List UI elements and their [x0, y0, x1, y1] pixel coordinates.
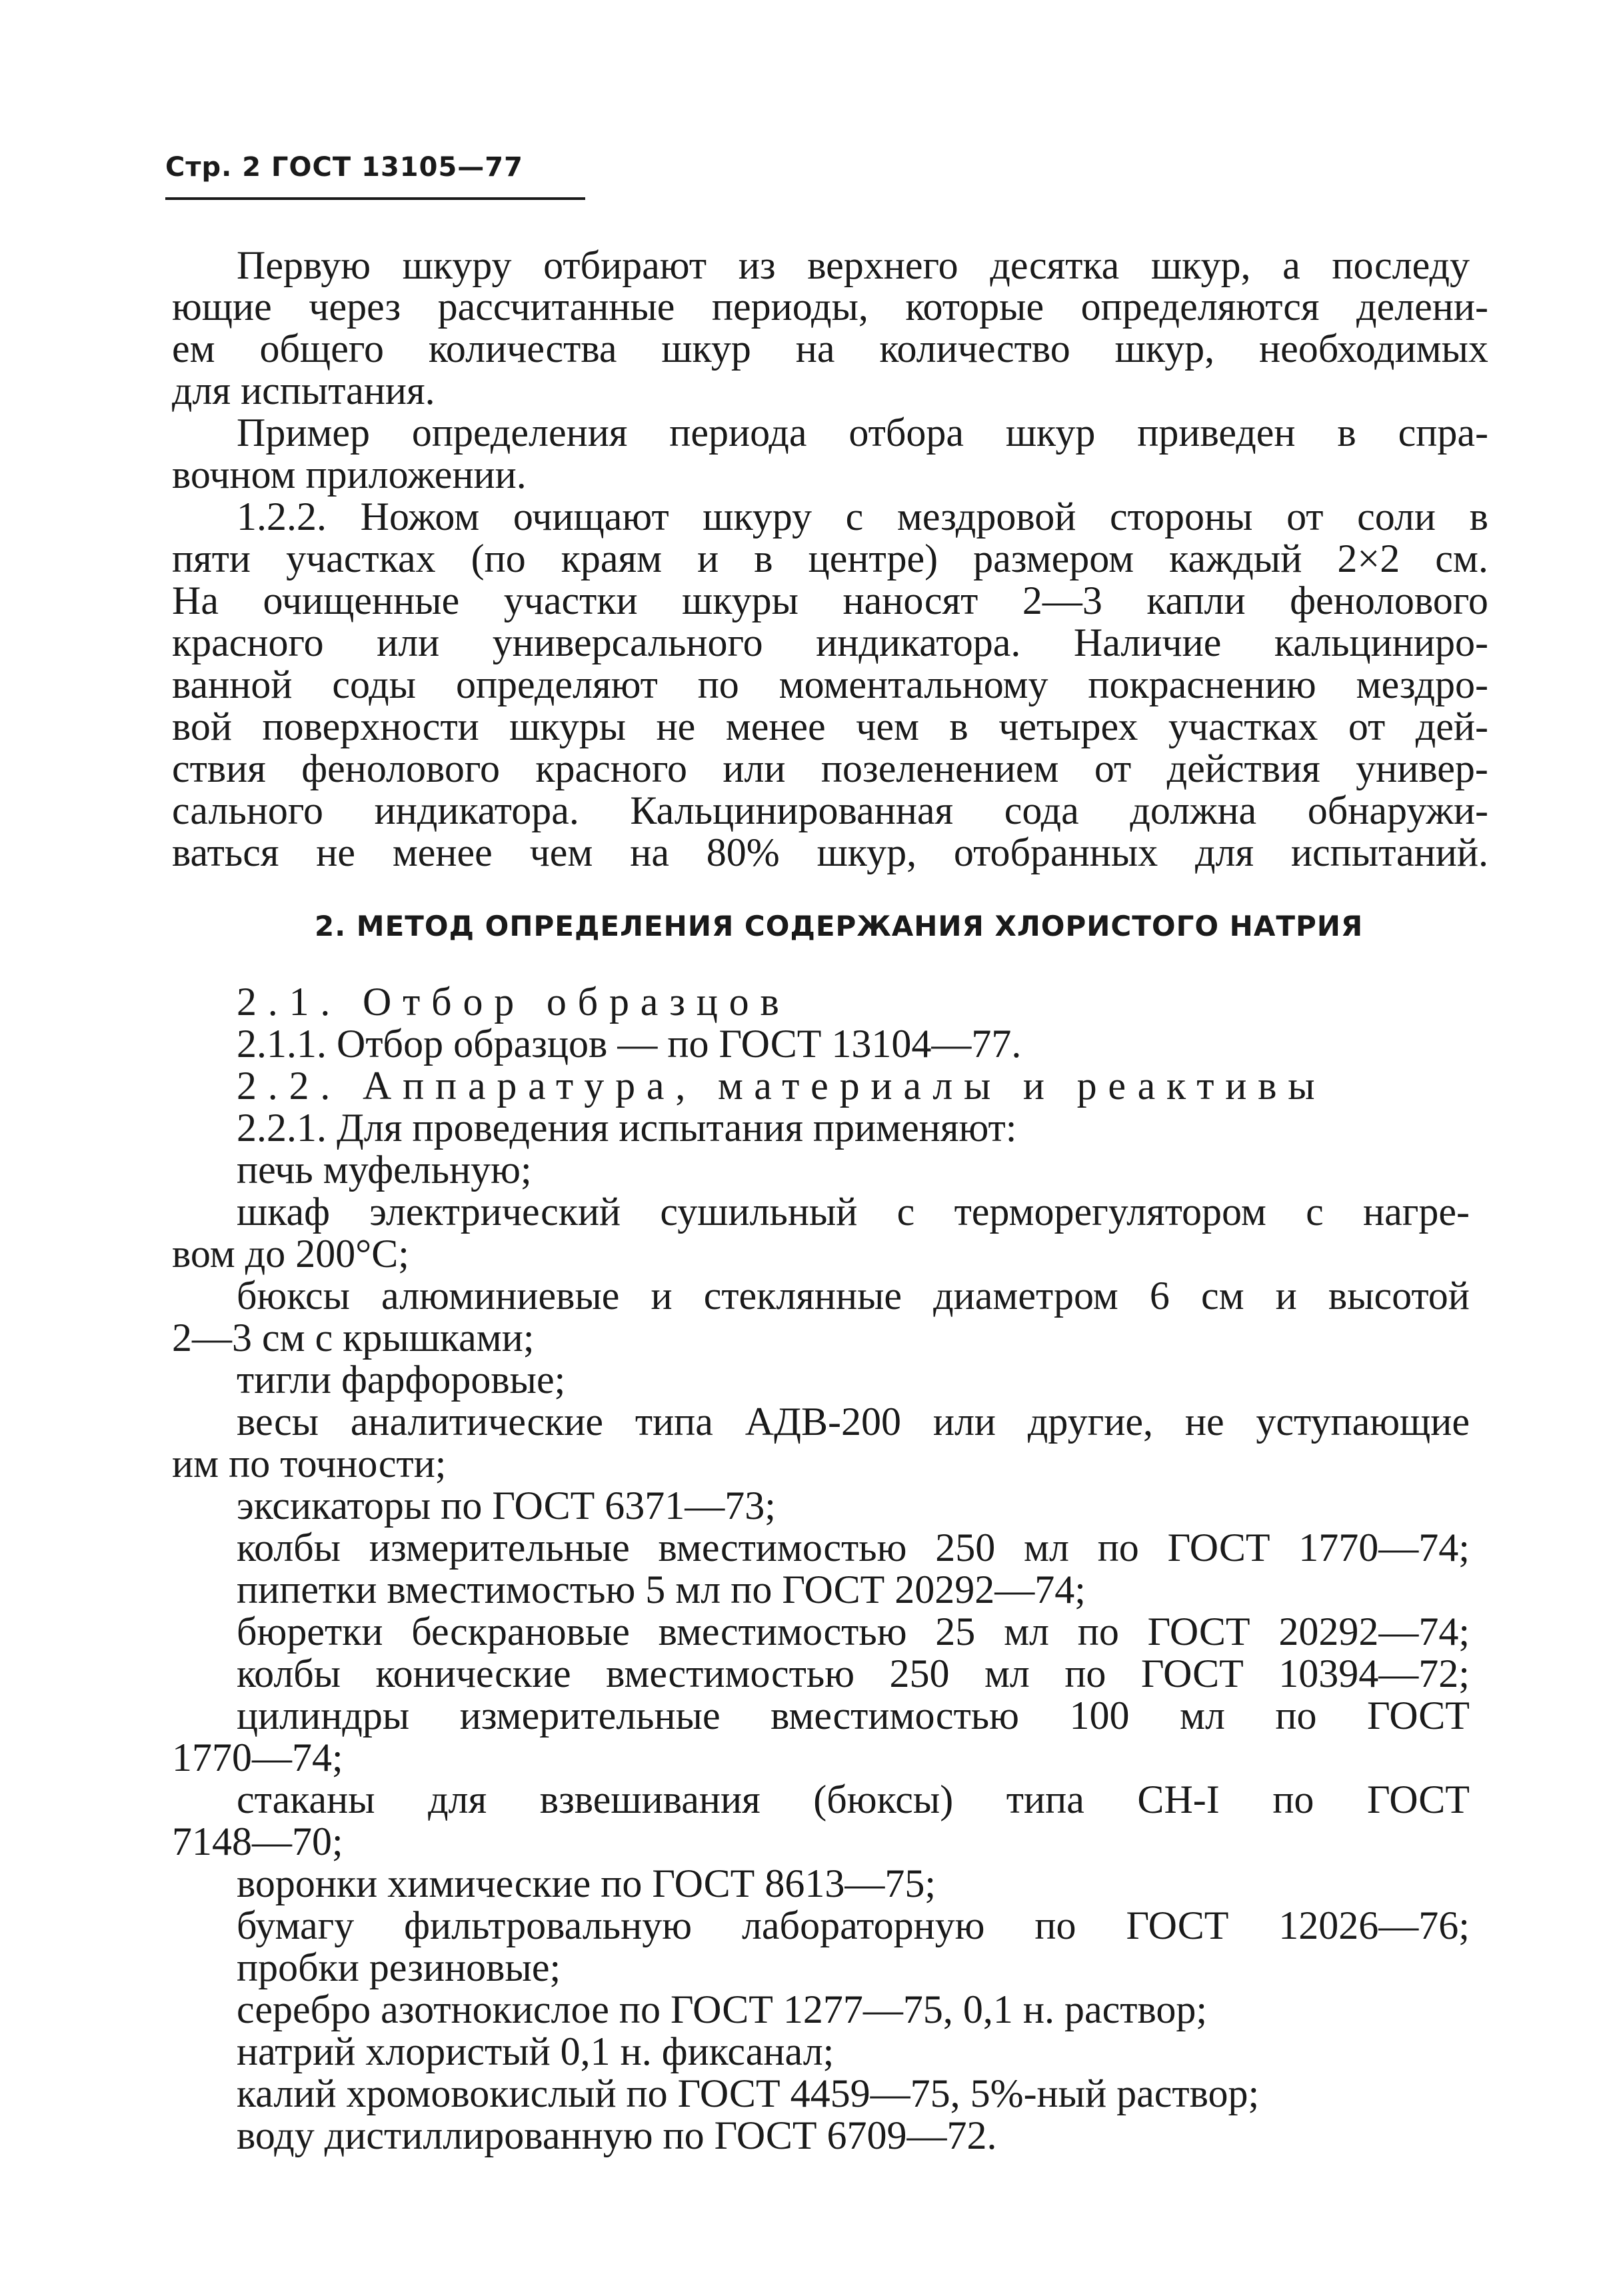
paragraph-line: для испытания. — [172, 369, 435, 413]
paragraph-line: ющие через рассчитанные периоды, которые определяются делени- — [172, 285, 1488, 329]
list-item: цилиндры измерительные вместимостью 100 мл по ГОСТ — [237, 1694, 1470, 1737]
list-item: вом до 200°С; — [172, 1232, 409, 1276]
list-item: бумагу фильтровальную лабораторную по ГОСТ 12026—76; — [237, 1903, 1470, 1947]
paragraph-line: ваться не менее чем на 80% шкур, отобранных для испытаний. — [172, 830, 1488, 874]
paragraph-line: Первую шкуру отбирают из верхнего десятка шкур, а последу — [237, 243, 1470, 287]
list-item: калий хромовокислый по ГОСТ 4459—75, 5%-ный раствор; — [237, 2071, 1260, 2115]
list-item: 1770—74; — [172, 1735, 343, 1779]
list-item: шкаф электрический сушильный с терморегулятором с нагре- — [237, 1190, 1470, 1234]
subsection-heading: 2.1. Отбор образцов — [237, 980, 791, 1024]
paragraph-line: На очищенные участки шкуры наносят 2—3 капли фенолового — [172, 578, 1488, 622]
paragraph-line: 1.2.2. Ножом очищают шкуру с мездровой стороны от соли в — [237, 495, 1488, 539]
list-item: печь муфельную; — [237, 1148, 532, 1192]
paragraph-line: ем общего количества шкур на количество шкур, необходимых — [172, 327, 1488, 371]
paragraph-line: пяти участках (по краям и в центре) размером каждый 2×2 см. — [172, 537, 1488, 580]
list-item: весы аналитические типа АДВ-200 или другие, не уступающие — [237, 1400, 1470, 1444]
list-item: колбы измерительные вместимостью 250 мл по ГОСТ 1770—74; — [237, 1526, 1470, 1570]
paragraph-line: 2.1.1. Отбор образцов — по ГОСТ 13104—77. — [237, 1022, 1022, 1066]
list-item: 2—3 см с крышками; — [172, 1316, 535, 1360]
list-item: им по точности; — [172, 1442, 447, 1486]
list-item: воду дистиллированную по ГОСТ 6709—72. — [237, 2113, 997, 2157]
list-item: пипетки вместимостью 5 мл по ГОСТ 20292—74; — [237, 1568, 1086, 1612]
header-rule — [165, 197, 585, 200]
list-item: эксикаторы по ГОСТ 6371—73; — [237, 1484, 776, 1528]
paragraph-line: красного или универсального индикатора. Наличие кальциниро- — [172, 620, 1488, 664]
list-item: натрий хлористый 0,1 н. фиксанал; — [237, 2029, 834, 2073]
list-item: серебро азотнокислое по ГОСТ 1277—75, 0,1 н. раствор; — [237, 1987, 1208, 2031]
paragraph-line: вочном приложении. — [172, 453, 527, 497]
list-item: бюксы алюминиевые и стеклянные диаметром 6 см и высотой — [237, 1274, 1470, 1318]
list-item: колбы конические вместимостью 250 мл по ГОСТ 10394—72; — [237, 1652, 1470, 1696]
list-item: стаканы для взвешивания (бюксы) типа СН-I по ГОСТ — [237, 1777, 1470, 1821]
paragraph-line: сального индикатора. Кальцинированная сода должна обнаружи- — [172, 788, 1488, 832]
paragraph-line: 2.2.1. Для проведения испытания применяют: — [237, 1106, 1017, 1150]
paragraph-line: ванной соды определяют по моментальному покраснению мездро- — [172, 662, 1488, 706]
subsection-heading: 2.2. Аппаратура, материалы и реактивы — [237, 1064, 1326, 1108]
paragraph-line: ствия фенолового красного или позеленением от действия универ- — [172, 746, 1488, 790]
paragraph-line: вой поверхности шкуры не менее чем в четырех участках от дей- — [172, 704, 1488, 748]
list-item: 7148—70; — [172, 1819, 343, 1863]
list-item: бюретки бескрановые вместимостью 25 мл по ГОСТ 20292—74; — [237, 1610, 1470, 1654]
paragraph-line: Пример определения периода отбора шкур приведен в спра- — [237, 411, 1488, 455]
list-item: тигли фарфоровые; — [237, 1358, 566, 1402]
list-item: пробки резиновые; — [237, 1945, 561, 1989]
list-item: воронки химические по ГОСТ 8613—75; — [237, 1861, 936, 1905]
section-heading: 2. МЕТОД ОПРЕДЕЛЕНИЯ СОДЕРЖАНИЯ ХЛОРИСТОГО НАТРИЯ — [315, 910, 1364, 942]
page-header: Стр. 2 ГОСТ 13105—77 — [165, 152, 523, 183]
